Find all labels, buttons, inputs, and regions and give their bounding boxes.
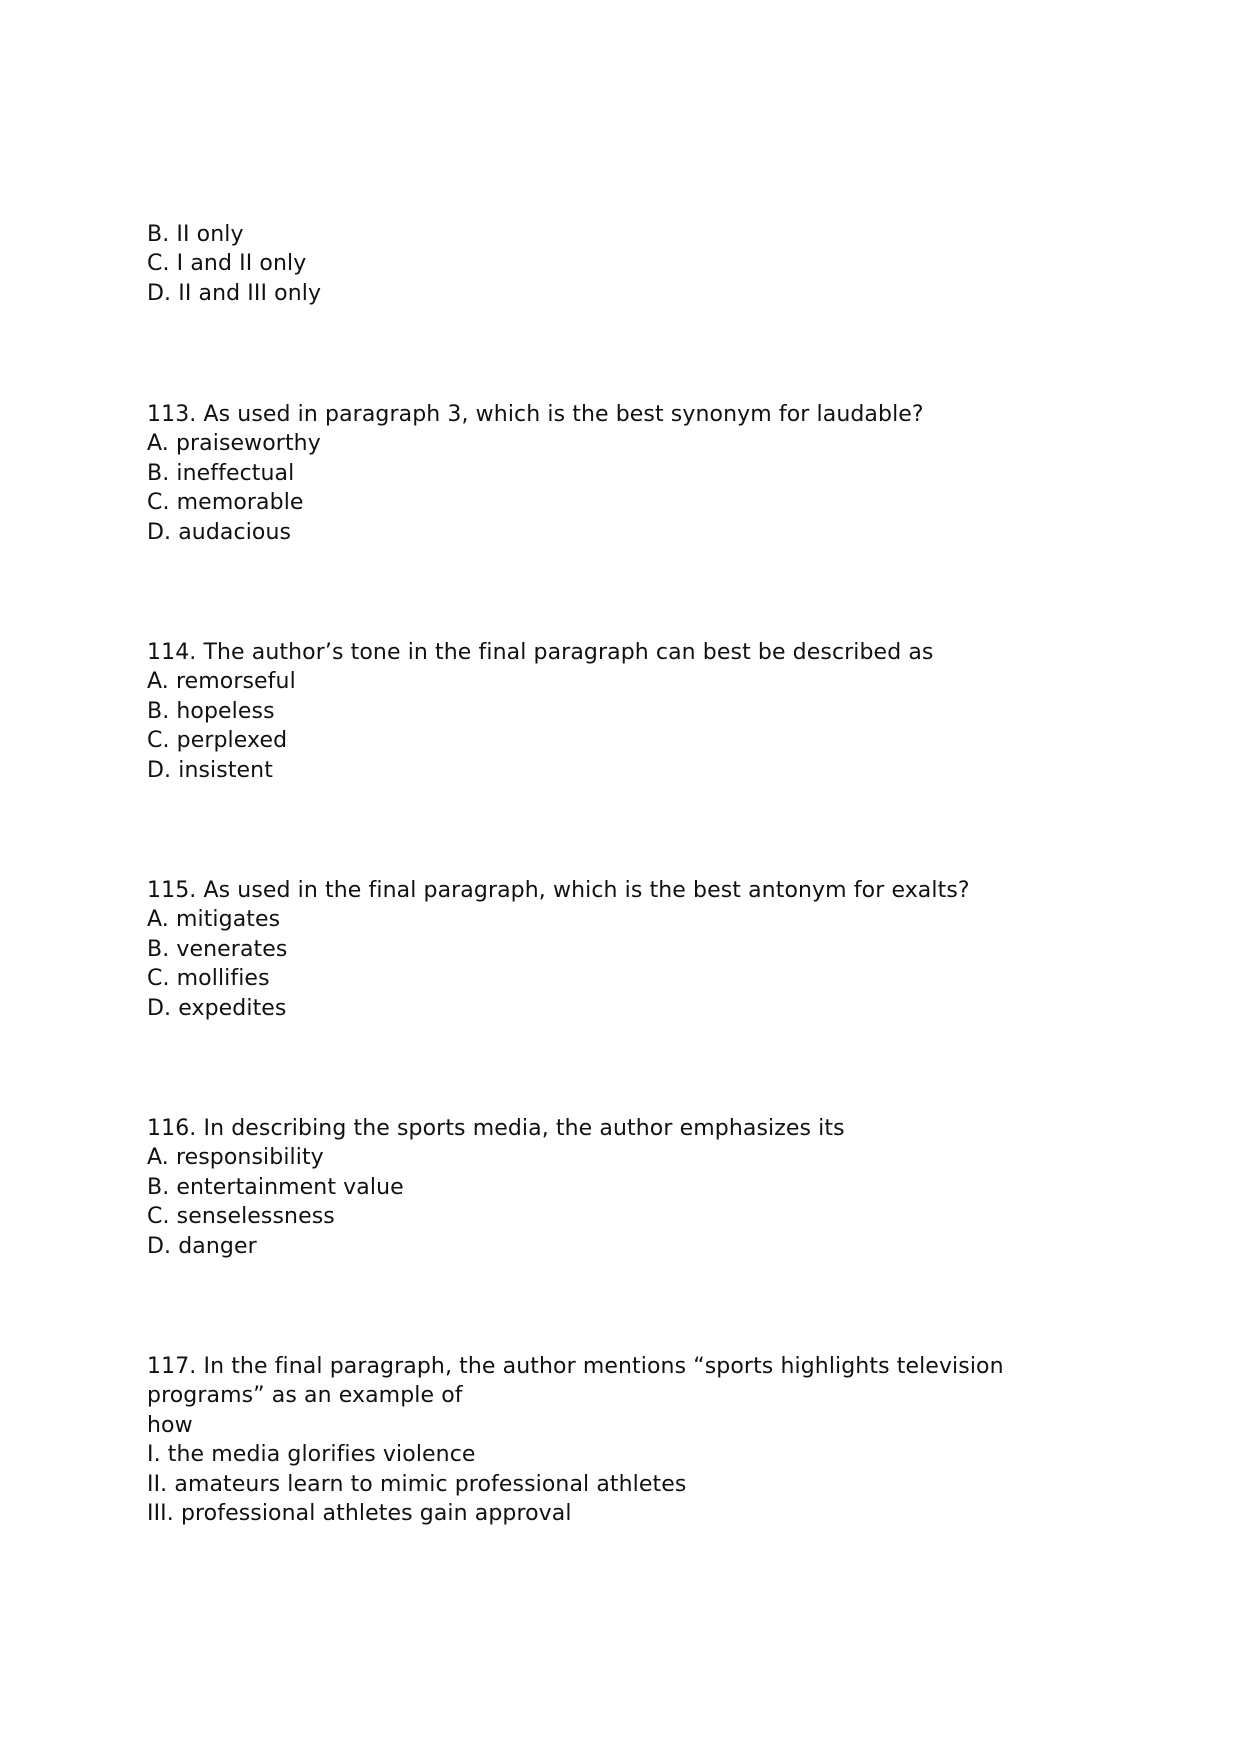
option-d: D. expedites bbox=[147, 995, 287, 1021]
question-stem-line-3: how bbox=[147, 1412, 193, 1438]
question-114 bbox=[147, 638, 1047, 785]
option-c: C. perplexed bbox=[147, 728, 288, 754]
option-a: A. praiseworthy bbox=[147, 431, 321, 457]
option-a: A. responsibility bbox=[147, 1145, 324, 1171]
option-b: B. venerates bbox=[147, 936, 288, 962]
question-stem: 114. The author’s tone in the final paragraph can best be described as bbox=[147, 640, 934, 665]
option-d: D. insistent bbox=[147, 757, 273, 783]
option-b: B. entertainment value bbox=[147, 1174, 404, 1200]
option-d: D. danger bbox=[147, 1233, 257, 1259]
option-b: B. ineffectual bbox=[147, 460, 295, 486]
question-stem-line-1: 117. In the final paragraph, the author mentions “sports highlights television bbox=[147, 1354, 1004, 1379]
question-stem: 113. As used in paragraph 3, which is the best synonym for laudable? bbox=[147, 402, 924, 427]
option-c: C. mollifies bbox=[147, 966, 270, 992]
option-c: C. senselessness bbox=[147, 1204, 335, 1230]
question-stem: 116. In describing the sports media, the author emphasizes its bbox=[147, 1116, 845, 1141]
option-b: B. II only bbox=[147, 222, 244, 247]
option-c: C. I and II only bbox=[147, 251, 307, 277]
option-d: D. II and III only bbox=[147, 280, 322, 306]
option-c: C. memorable bbox=[147, 490, 304, 516]
option-b: B. hopeless bbox=[147, 698, 275, 724]
option-iii: III. professional athletes gain approval bbox=[147, 1501, 572, 1527]
option-i: I. the media glorifies violence bbox=[147, 1442, 476, 1468]
question-113 bbox=[147, 400, 1047, 547]
question-117 bbox=[147, 1352, 1047, 1528]
question-116 bbox=[147, 1114, 1047, 1261]
option-ii: II. amateurs learn to mimic professional athletes bbox=[147, 1471, 687, 1497]
question-stem: 115. As used in the final paragraph, which is the best antonym for exalts? bbox=[147, 878, 970, 903]
option-a: A. remorseful bbox=[147, 669, 296, 695]
option-a: A. mitigates bbox=[147, 907, 281, 933]
continued-options-block bbox=[147, 220, 1047, 308]
question-115 bbox=[147, 876, 1047, 1023]
question-stem-line-2: programs” as an example of bbox=[147, 1383, 463, 1409]
option-d: D. audacious bbox=[147, 519, 292, 545]
